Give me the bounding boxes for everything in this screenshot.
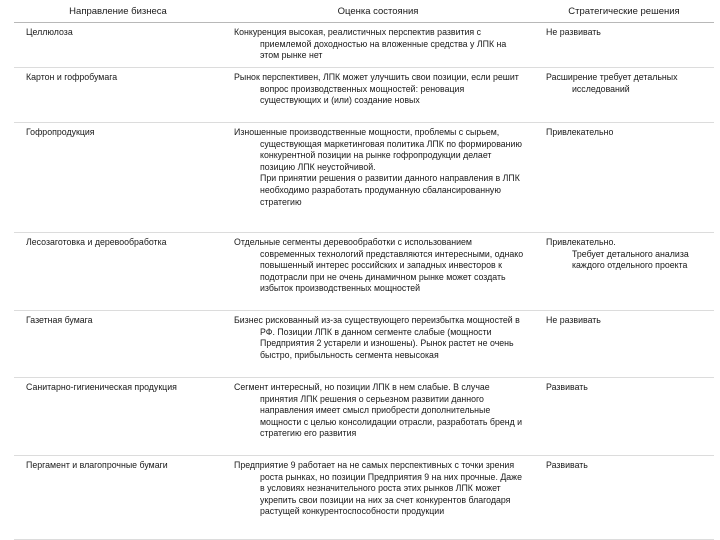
direction-cell: Целлюлоза [14,23,222,68]
assessment-text: Отдельные сегменты деревообработки с использованием современных технологий представляются интересными, однако повышенный интерес российских и западных инвесторов к подотрасли при не очень динамичном рынке может создать избыток производственных мощностей [234,237,524,294]
assessment-text: Рынок перспективен, ЛПК может улучшить свои позиции, если решит вопрос производственных мощностей: реновация существующих и (или) создание новых [234,72,519,106]
header-assessment: Оценка состояния [222,0,534,23]
assessment-cell [222,23,534,68]
business-strategy-table [14,0,714,540]
decision-text: Развивать [546,460,588,470]
assessment-cell [222,123,534,233]
decision-text: Привлекательно. [546,237,616,247]
table-row [14,123,714,233]
decision-text: Расширение требует детальных исследований [546,72,678,94]
assessment-text: Изношенные производственные мощности, проблемы с сырьем, существующая маркетинговая политика ЛПК по формированию конкурентной позиции на рынке гофропродукции делает позицию ЛПК неустойчивой. [234,127,523,172]
strategy-table-container [14,0,714,540]
direction-cell: Пергамент и влагопрочные бумаги [14,456,222,540]
assessment-extra-text: При принятии решения о развитии данного направления в ЛПК необходимо разработать продуманную сбалансированную стратегию [260,173,520,207]
decision-cell [534,456,714,540]
direction-cell: Картон и гофробумага [14,68,222,123]
decision-text: Не развивать [546,315,601,325]
header-decision: Стратегические решения [534,0,714,23]
header-direction: Направление бизнеса [14,0,222,23]
table-row [14,456,714,540]
table-row [14,233,714,311]
direction-cell: Газетная бумага [14,311,222,378]
decision-cell [534,311,714,378]
decision-cell [534,233,714,311]
decision-extra-text: Требует детального анализа каждого отдельного проекта [572,248,689,271]
direction-cell: Санитарно-гигиеническая продукция [14,378,222,456]
table-row [14,68,714,123]
decision-cell [534,378,714,456]
assessment-cell [222,456,534,540]
assessment-cell [222,311,534,378]
direction-cell: Лесозаготовка и деревообработка [14,233,222,311]
assessment-text: Бизнес рискованный из-за существующего переизбытка мощностей в РФ. Позиции ЛПК в данном сегменте слабые (мощности Предприятия 2 устарели и изношены). Рынок растет не очень быстро, прибыльность сегмента невысокая [234,315,520,360]
table-row [14,23,714,68]
decision-cell [534,23,714,68]
table-row [14,311,714,378]
assessment-text: Сегмент интересный, но позиции ЛПК в нем слабые. В случае принятия ЛПК решения о серьезном развитии данного направления имеет смысл приобрести дополнительные мощности с целью консолидации отрасли, разработать бренд и стратегию его развития [234,382,523,439]
decision-cell [534,68,714,123]
direction-cell: Гофропродукция [14,123,222,233]
decision-text: Развивать [546,382,588,392]
decision-cell [534,123,714,233]
decision-text: Привлекательно [546,127,614,137]
assessment-text: Предприятие 9 работает на не самых перспективных с точки зрения роста рынках, но позиции Предприятия 9 на них прочные. Даже в условиях незначительного роста этих рынков ЛПК может укрепить свои позиции на них за счет конкурентов благодаря растущей конкурентоспособности продукции [234,460,522,517]
assessment-cell [222,68,534,123]
assessment-cell [222,233,534,311]
table-row [14,378,714,456]
table-header-row [14,0,714,23]
decision-text: Не развивать [546,27,601,37]
assessment-cell [222,378,534,456]
assessment-text: Конкуренция высокая, реалистичных перспектив развития с приемлемой доходностью на вложенные средства у ЛПК на этом рынке нет [234,27,507,61]
